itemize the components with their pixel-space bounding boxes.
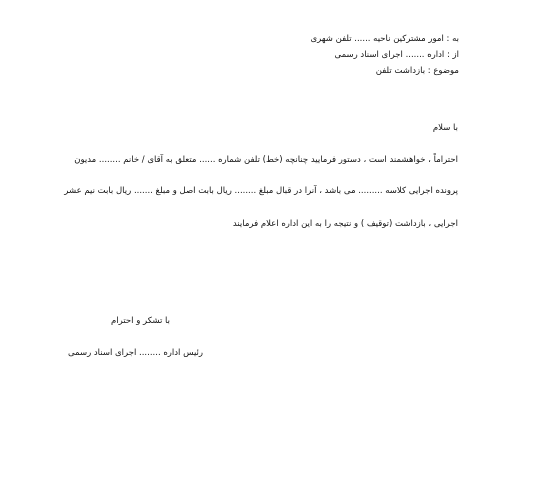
body-paragraph-line-2: پرونده اجرایی کلاسه ......... می باشد ، آنرا در قبال مبلغ ........ ریال بابت اصل و مبلغ ....... ریال بابت نیم عشر [64, 186, 458, 196]
sender-line: از : اداره ....... اجرای اسناد رسمی [334, 50, 459, 60]
greeting: با سلام [432, 123, 458, 133]
body-paragraph-line-1: احتراماً ، خواهشمند است ، دستور فرمایید چنانچه (خط) تلفن شماره ...... متعلق به آقای / خانم ........ مدیون [74, 155, 458, 165]
closing-thanks: با تشکر و احترام [111, 316, 170, 326]
recipient-line: به : امور مشترکین ناحیه ...... تلفن شهری [310, 34, 459, 44]
signature-line: رئیس اداره ........ اجرای اسناد رسمی [67, 348, 203, 358]
body-paragraph-line-3: اجرایی ، بازداشت (توقیف ) و نتیجه را به این اداره اعلام فرمایند [232, 219, 458, 229]
subject-line: موضوع : بازداشت تلفن [375, 66, 459, 76]
